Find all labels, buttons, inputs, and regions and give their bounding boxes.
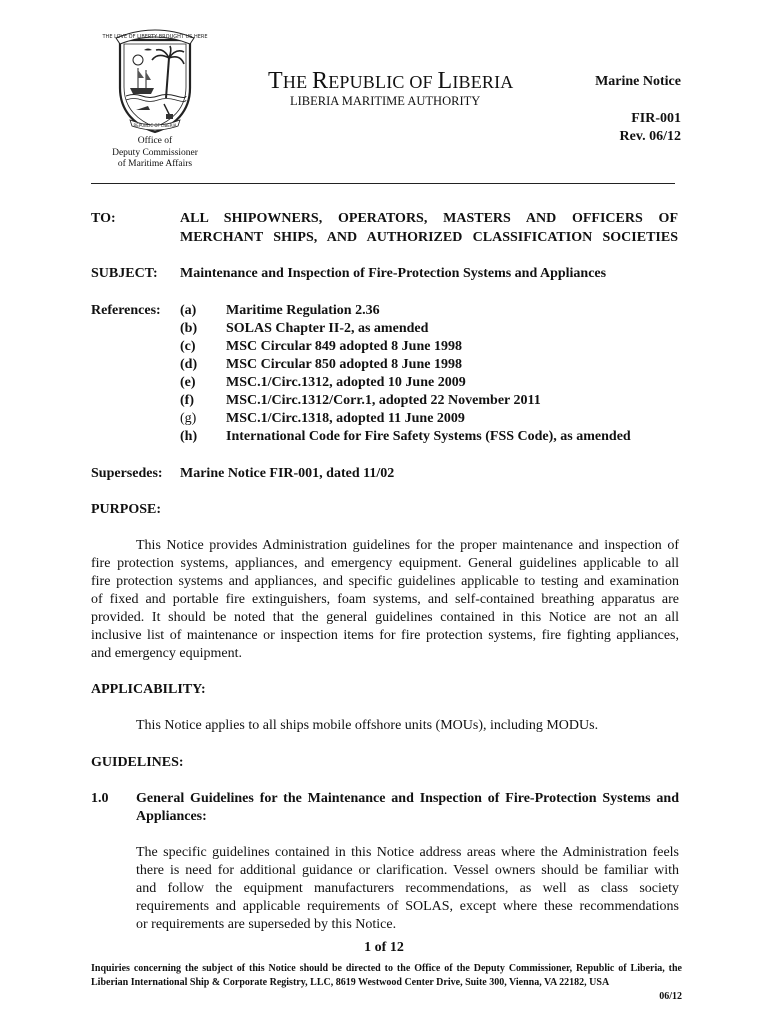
subject-label: SUBJECT: <box>91 266 158 281</box>
office-line: Deputy Commissioner <box>112 147 198 158</box>
section-number: 1.0 <box>91 791 109 806</box>
applicability-heading: APPLICABILITY: <box>91 682 206 697</box>
purpose-heading: PURPOSE: <box>91 502 161 517</box>
header-divider <box>91 183 675 184</box>
reference-text: SOLAS Chapter II-2, as amended <box>226 321 429 336</box>
revision: Rev. 06/12 <box>619 129 681 144</box>
reference-letter: (d) <box>180 357 198 372</box>
paragraph-line: and follow the equipment manufacturers recommendations, as well as class society <box>136 881 679 896</box>
reference-text: International Code for Fire Safety Systems (FSS Code), as amended <box>226 429 631 444</box>
office-line: Office of <box>137 136 173 146</box>
notice-type: Marine Notice <box>595 74 681 89</box>
guidelines-paragraph <box>136 844 679 934</box>
subject-text: Maintenance and Inspection of Fire-Protection Systems and Appliances <box>180 266 607 281</box>
reference-letter: (h) <box>180 429 198 444</box>
applicability-text: This Notice applies to all ships mobile offshore units (MOUs), including MODUs. <box>136 718 599 733</box>
liberia-seal <box>102 26 208 134</box>
to-label: TO: <box>91 211 116 226</box>
paragraph-line: This Notice provides Administration guidelines for the proper maintenance and inspection of <box>136 538 679 553</box>
reference-text: Maritime Regulation 2.36 <box>226 303 380 318</box>
reference-letter: (g) <box>180 411 197 426</box>
to-line: ALL SHIPOWNERS, OPERATORS, MASTERS AND OFFICERS OF <box>180 211 678 226</box>
section-title-line: Appliances: <box>136 809 207 824</box>
supersedes-label: Supersedes: <box>91 466 163 481</box>
paragraph-line: provided. It should be noted that the general guidelines contained in this Notice are not an all <box>91 610 679 625</box>
office-block <box>100 136 210 171</box>
reference-letter: (a) <box>180 303 197 318</box>
reference-letter: (c) <box>180 339 196 354</box>
reference-text: MSC Circular 850 adopted 8 June 1998 <box>226 357 462 372</box>
authority-name: LIBERIA MARITIME AUTHORITY <box>290 94 481 108</box>
reference-text: MSC.1/Circ.1318, adopted 11 June 2009 <box>226 411 465 426</box>
seal-motto: THE LOVE OF LIBERTY BROUGHT US HERE <box>102 34 208 40</box>
references-label: References: <box>91 303 161 318</box>
paragraph-line: fire protection systems and appliances, and specific guidelines applicable to testing and examination <box>91 574 679 589</box>
footer-date: 06/12 <box>659 991 682 1002</box>
reference-text: MSC.1/Circ.1312/Corr.1, adopted 22 November 2011 <box>226 393 541 408</box>
footer-inquiry: Inquiries concerning the subject of this Notice should be directed to the Office of the Deputy Commissioner, Republic of Liberia, the Liberian International Ship & Corporate Registry, LLC, 8619 Westwood Center Drive, Suite 300, Vienna, VA 22182, USA <box>91 963 682 988</box>
paragraph-line: and emergency equipment. <box>91 646 242 661</box>
office-line: of Maritime Affairs <box>117 159 193 169</box>
paragraph-line: of fixed and portable fire extinguishers, foam systems, and self-contained breathing apparatus are <box>91 592 679 607</box>
reference-letter: (b) <box>180 321 198 336</box>
reference-letter: (f) <box>180 393 194 408</box>
reference-text: MSC.1/Circ.1312, adopted 10 June 2009 <box>226 375 466 390</box>
paragraph-line: or requirements are superseded by this Notice. <box>136 917 397 932</box>
paragraph-line: there is need for additional guidance or clarification. Vessel owners should be familiar with <box>136 863 679 878</box>
seal-caption: REPUBLIC OF LIBERIA <box>133 123 177 128</box>
page-number: 1 of 12 <box>364 940 404 955</box>
supersedes-text: Marine Notice FIR-001, dated 11/02 <box>180 466 395 481</box>
reference-text: MSC Circular 849 adopted 8 June 1998 <box>226 339 462 354</box>
notice-number: FIR-001 <box>631 111 681 126</box>
paragraph-line: inclusive list of maintenance or inspection items for fire protection systems, fire fighting appliances, <box>91 628 679 643</box>
paragraph-line: The specific guidelines contained in this Notice address areas where the Administration feels <box>136 845 679 860</box>
guidelines-heading: GUIDELINES: <box>91 755 184 770</box>
paragraph-line: fire protection systems, appliances, and emergency equipment. General guidelines applicable to all <box>91 556 679 571</box>
paragraph-line: requirements and applicable requirements of SOLAS, except where these recommendations <box>136 899 679 914</box>
section-title-line: General Guidelines for the Maintenance and Inspection of Fire-Protection Systems and <box>136 791 679 806</box>
document-title: THE REPUBLIC OF LIBERIA <box>268 68 514 94</box>
to-line: MERCHANT SHIPS, AND AUTHORIZED CLASSIFICATION SOCIETIES <box>180 230 678 245</box>
reference-letter: (e) <box>180 375 196 390</box>
notice-id-block <box>540 110 681 146</box>
section-title <box>136 790 679 826</box>
purpose-paragraph <box>91 537 679 663</box>
